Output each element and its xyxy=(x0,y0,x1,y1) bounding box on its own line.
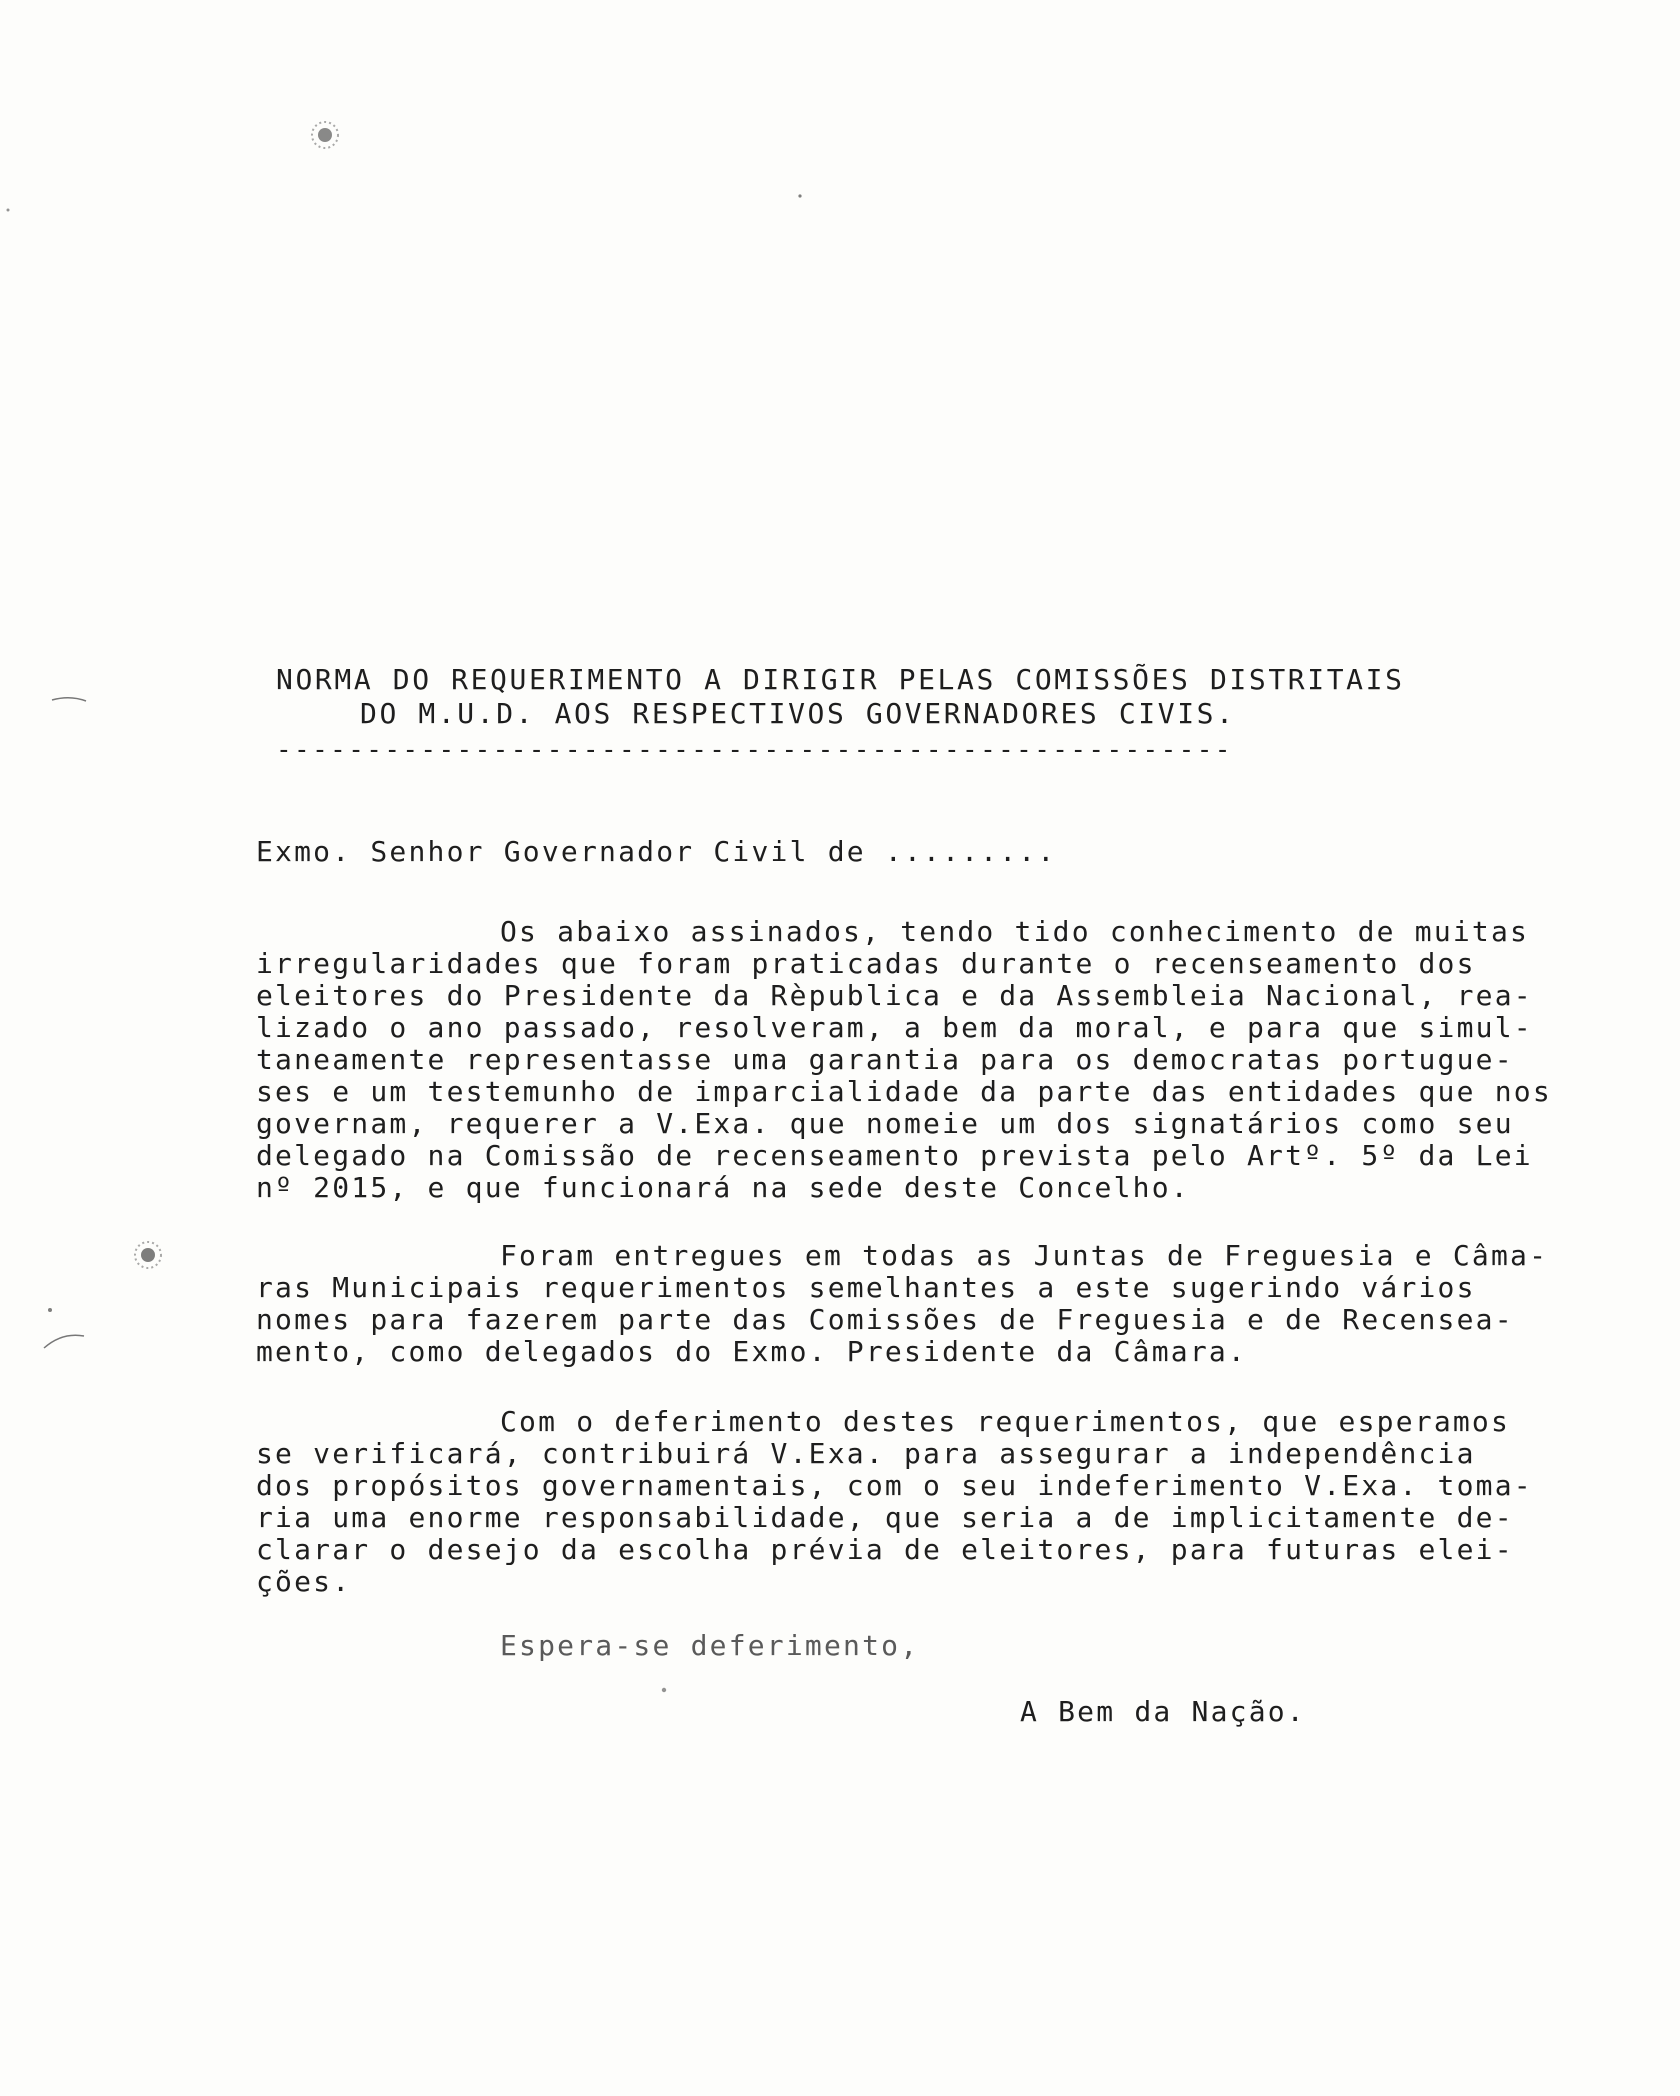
paragraph-1-line: irregularidades que foram praticadas durante o recenseamento dos xyxy=(256,947,1476,980)
paragraph-1-line: delegado na Comissão de recenseamento prevista pelo Artº. 5º da Lei xyxy=(256,1139,1533,1172)
speck-left-middle xyxy=(141,1248,155,1262)
speck-small-1 xyxy=(798,194,801,197)
paragraph-2-line: Foram entregues em todas as Juntas de Freguesia e Câma- xyxy=(500,1239,1549,1272)
speck-small-3 xyxy=(48,1308,52,1312)
paragraph-1-line: taneamente representasse uma garantia para os democratas portugue- xyxy=(256,1043,1514,1076)
title-underline: ----------------------------------------------------- xyxy=(276,735,1233,765)
closing-request: Espera-se deferimento, xyxy=(500,1629,920,1662)
speck-top-left xyxy=(318,128,332,142)
title-line-1: NORMA DO REQUERIMENTO A DIRIGIR PELAS COMISSÕES DISTRITAIS xyxy=(276,663,1405,696)
speck-left-middle-ring xyxy=(135,1242,161,1268)
speck-small-4 xyxy=(7,209,10,212)
paragraph-2-line: nomes para fazerem parte das Comissões de Freguesia e de Recensea- xyxy=(256,1303,1514,1336)
paragraph-3-line: ções. xyxy=(256,1565,352,1598)
title-line-2: DO M.U.D. AOS RESPECTIVOS GOVERNADORES CIVIS. xyxy=(360,697,1236,730)
paragraph-1-line: governam, requerer a V.Exa. que nomeie um dos signatários como seu xyxy=(256,1107,1514,1140)
paragraph-1-line: nº 2015, e que funcionará na sede deste Concelho. xyxy=(256,1171,1190,1204)
paragraph-2-line: ras Municipais requerimentos semelhantes a este sugerindo vários xyxy=(256,1271,1476,1304)
paragraph-2-line: mento, como delegados do Exmo. Presidente da Câmara. xyxy=(256,1335,1247,1368)
margin-mark-1 xyxy=(52,698,86,701)
speck-small-2 xyxy=(662,1688,666,1692)
sign-off: A Bem da Nação. xyxy=(1020,1695,1306,1728)
paragraph-1-line: Os abaixo assinados, tendo tido conhecimento de muitas xyxy=(500,915,1530,948)
paragraph-1-line: ses e um testemunho de imparcialidade da parte das entidades que nos xyxy=(256,1075,1552,1108)
margin-mark-2 xyxy=(44,1335,84,1348)
paragraph-3-line: ria uma enorme responsabilidade, que seria a de implicitamente de- xyxy=(256,1501,1514,1534)
paragraph-1-line: eleitores do Presidente da Rèpublica e da Assembleia Nacional, rea- xyxy=(256,979,1533,1012)
paragraph-3-line: dos propósitos governamentais, com o seu indeferimento V.Exa. toma- xyxy=(256,1469,1533,1502)
paragraph-1-line: lizado o ano passado, resolveram, a bem da moral, e para que simul- xyxy=(256,1011,1533,1044)
salutation: Exmo. Senhor Governador Civil de ......... xyxy=(256,835,1057,868)
paragraph-3-line: clarar o desejo da escolha prévia de eleitores, para futuras elei- xyxy=(256,1533,1514,1566)
paragraph-3-line: Com o deferimento destes requerimentos, que esperamos xyxy=(500,1405,1511,1438)
speck-top-left-ring xyxy=(312,122,338,148)
paragraph-3-line: se verificará, contribuirá V.Exa. para assegurar a independência xyxy=(256,1437,1476,1470)
